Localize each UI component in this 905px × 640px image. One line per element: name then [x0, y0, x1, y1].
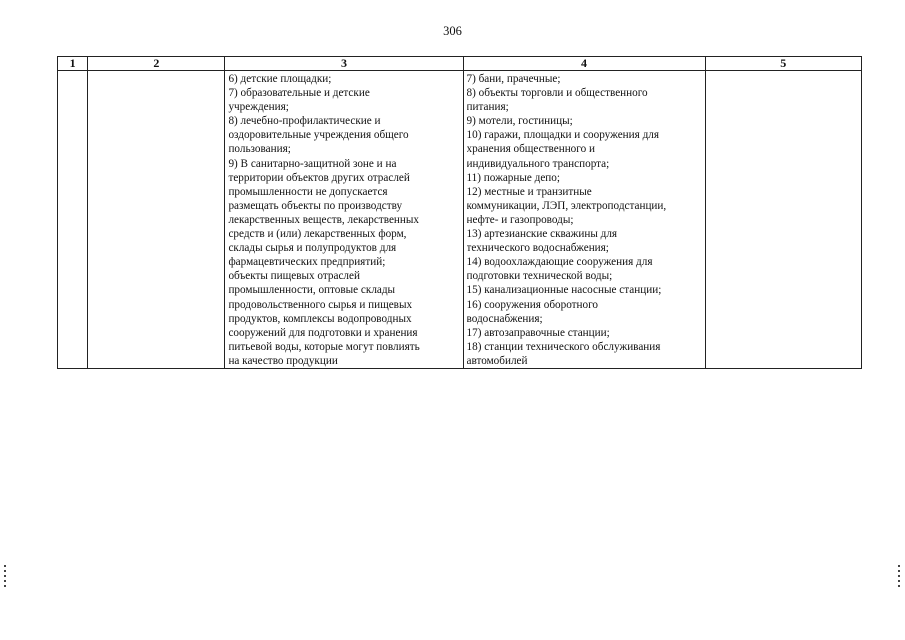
cell-text-line: размещать объекты по производству [228, 199, 403, 212]
document-table [57, 56, 862, 369]
column-header-2: 2 [88, 57, 225, 71]
cell-col-2 [88, 71, 225, 369]
right-margin-scan-mark [898, 565, 900, 587]
cell-text-line: 15) канализационные насосные станции; [466, 284, 662, 297]
page-number: 306 [443, 24, 462, 38]
cell-col-3-restrictions [225, 71, 463, 369]
cell-text-line: объекты пищевых отраслей [228, 270, 360, 283]
cell-text-line: питьевой воды, которые могут повлиять [228, 340, 420, 353]
cell-text-line: 11) пожарные депо; [466, 171, 560, 184]
cell-text-line: 16) сооружения оборотного [466, 298, 599, 311]
cell-text-line: питания; [466, 101, 509, 114]
cell-text-line: промышленности, оптовые склады [228, 284, 396, 297]
cell-text-line: продуктов, комплексы водопроводных [228, 312, 412, 325]
cell-text-line: коммуникации, ЛЭП, электроподстанции, [466, 199, 667, 212]
cell-text-line: средств и (или) лекарственных форм, [228, 228, 407, 241]
column-header-4: 4 [463, 57, 705, 71]
cell-col-1 [58, 71, 88, 369]
cell-text-line: автомобилей [466, 354, 528, 367]
cell-text-line: хранения общественного и [466, 143, 595, 156]
cell-text-line: 8) лечебно-профилактические и [228, 115, 381, 128]
cell-text-line: пользования; [228, 143, 291, 156]
cell-text-line: промышленности не допускается [228, 185, 388, 198]
cell-text-line: 18) станции технического обслуживания [466, 340, 661, 353]
cell-text-line: склады сырья и полупродуктов для [228, 242, 397, 255]
cell-text-line: фармацевтических предприятий; [228, 256, 386, 269]
cell-text-line: лекарственных веществ, лекарственных [228, 213, 419, 226]
cell-text-line: 17) автозаправочные станции; [466, 326, 610, 339]
table-header-row [58, 57, 862, 71]
cell-text-line: 12) местные и транзитные [466, 185, 592, 198]
cell-text-line: 6) детские площадки; [228, 73, 332, 85]
cell-text-line: учреждения; [228, 101, 289, 114]
cell-text-line: 7) бани, прачечные; [466, 73, 561, 85]
cell-text-line: 14) водоохлаждающие сооружения для [466, 256, 653, 269]
cell-text-line: нефте- и газопроводы; [466, 213, 574, 226]
column-header-5: 5 [705, 57, 861, 71]
cell-text-line: технического водоснабжения; [466, 242, 609, 255]
cell-text-line: 8) объекты торговли и общественного [466, 87, 648, 100]
cell-text-line: подготовки технической воды; [466, 270, 613, 283]
cell-text-line: территории объектов других отраслей [228, 171, 410, 184]
cell-text-line: сооружений для подготовки и хранения [228, 326, 418, 339]
cell-text-line: продовольственного сырья и пищевых [228, 298, 413, 311]
table-row [58, 71, 862, 369]
cell-col-4-permitted-objects [463, 71, 705, 369]
cell-text-line: оздоровительные учреждения общего [228, 129, 409, 142]
cell-text-line: 9) мотели, гостиницы; [466, 115, 573, 128]
cell-col-5 [705, 71, 861, 369]
column-header-3: 3 [225, 57, 463, 71]
cell-text-line: на качество продукции [228, 354, 338, 367]
cell-text-line: 7) образовательные и детские [228, 87, 370, 100]
column-header-1: 1 [58, 57, 88, 71]
cell-text-line: 9) В санитарно-защитной зоне и на [228, 157, 397, 170]
left-margin-scan-mark [4, 565, 6, 587]
cell-text-line: 10) гаражи, площадки и сооружения для [466, 129, 660, 142]
cell-text-line: индивидуального транспорта; [466, 157, 610, 170]
cell-text-line: 13) артезианские скважины для [466, 228, 618, 241]
cell-text-line: водоснабжения; [466, 312, 543, 325]
